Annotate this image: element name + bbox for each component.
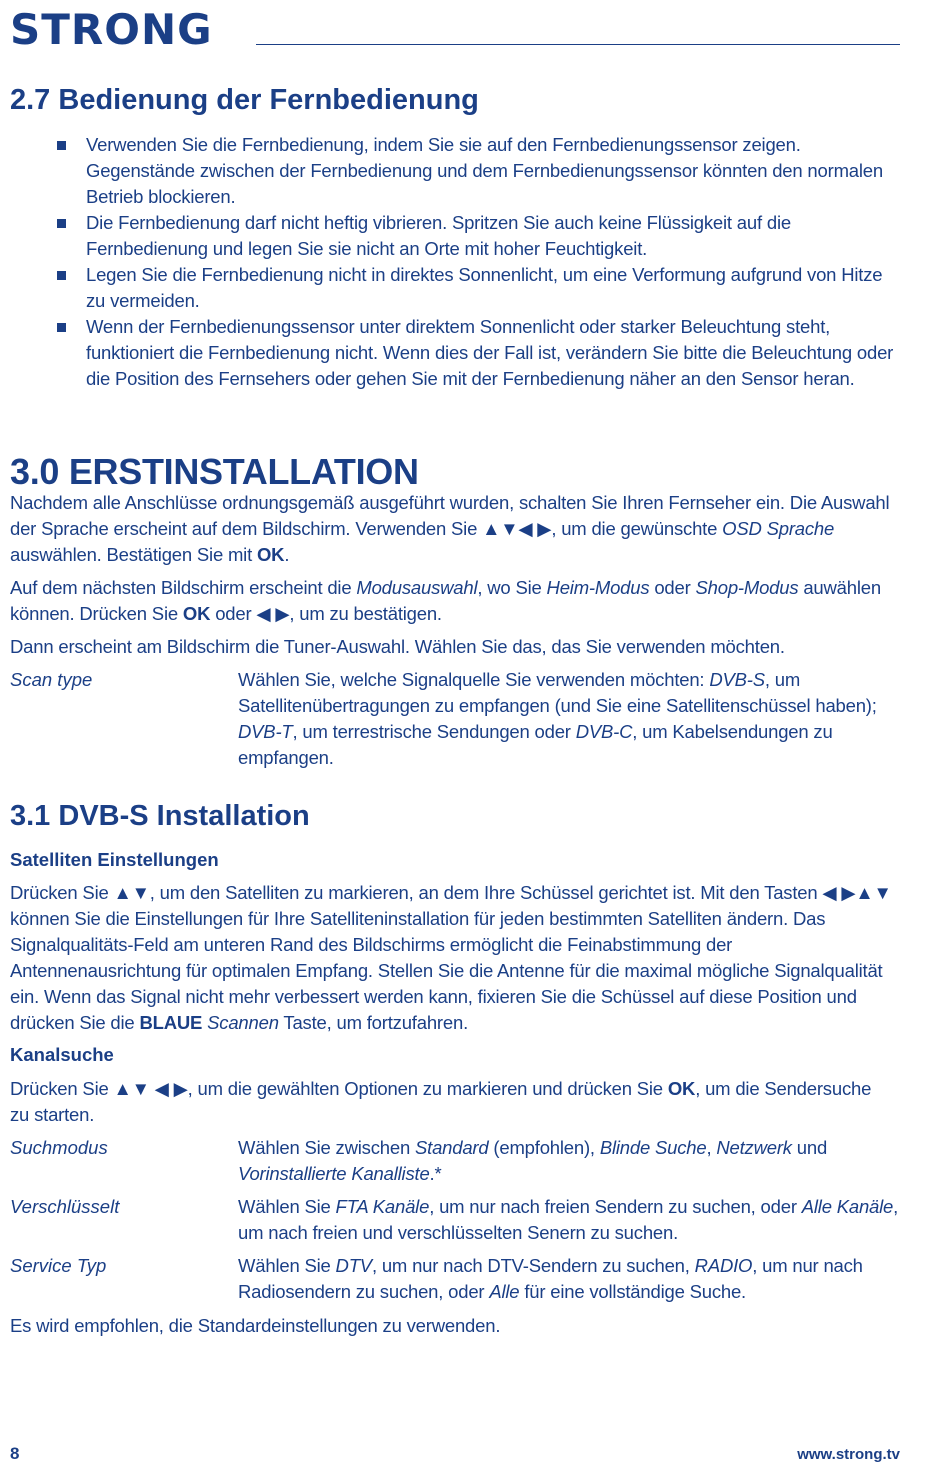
section-title-3-0: 3.0 ERSTINSTALLATION [10, 451, 419, 492]
page-number: 8 [10, 1444, 20, 1463]
arrow-keys-icon: ◀ ▶▲▼ [822, 882, 892, 903]
subheading-channel-search: Kanalsuche [10, 1044, 114, 1065]
square-bullet-icon [57, 141, 66, 150]
term-description: Wählen Sie FTA Kanäle, um nur nach freien Sendern zu suchen, oder Alle Kanäle, um nach freien und verschlüsselten Senern zu suchen. [238, 1196, 899, 1243]
arrow-keys-icon: ◀ ▶ [256, 603, 290, 624]
paragraph-recommendation: Es wird empfohlen, die Standardeinstellungen zu verwenden. [10, 1315, 501, 1336]
paragraph-language: Nachdem alle Anschlüsse ordnungsgemäß ausgeführt wurden, schalten Sie Ihren Fernseher ein. Die Auswahl der Sprache erscheint auf dem Bildschirm. Verwenden Sie ▲▼◀ ▶, um die gewünschte OSD Sprache auswählen. Bestätigen Sie mit OK. [10, 492, 890, 565]
subheading-satellite: Satelliten Einstellungen [10, 849, 219, 870]
square-bullet-icon [57, 323, 66, 332]
paragraph-channel-search: Drücken Sie ▲▼ ◀ ▶, um die gewählten Optionen zu markieren und drücken Sie OK, um die Sendersuche zu starten. [10, 1078, 872, 1125]
list-item: Wenn der Fernbedienungssensor unter direktem Sonnenlicht oder starker Beleuchtung steht, funktioniert die Fernbedienung nicht. Wenn dies der Fall ist, verändern Sie bitte die Beleuchtung oder die Position des Fernsehers oder gehen Sie mit der Fernbedienung näher an den Sensor heran. [10, 314, 900, 392]
definition-scan-type [10, 667, 900, 771]
remote-usage-list [10, 132, 900, 392]
term-label: Scan type [10, 669, 93, 690]
square-bullet-icon [57, 219, 66, 228]
paragraph-tuner: Dann erscheint am Bildschirm die Tuner-Auswahl. Wählen Sie das, das Sie verwenden möchten. [10, 636, 785, 657]
arrow-keys-icon: ▲▼ [113, 882, 150, 903]
definition-verschluesselt [10, 1194, 900, 1246]
header-divider [256, 44, 900, 45]
list-item: Die Fernbedienung darf nicht heftig vibrieren. Spritzen Sie auch keine Flüssigkeit auf die Fernbedienung und legen Sie sie nicht an Orte mit hoher Feuchtigkeit. [10, 210, 900, 262]
term-description: Wählen Sie, welche Signalquelle Sie verwenden möchten: DVB-S, um Satellitenübertragungen zu empfangen (und Sie eine Satellitenschüssel haben); DVB-T, um terrestrische Sendungen oder DVB-C, um Kabelsendungen zu empfangen. [238, 669, 877, 768]
definition-suchmodus [10, 1135, 900, 1187]
list-item: Legen Sie die Fernbedienung nicht in direktes Sonnenlicht, um eine Verformung aufgrund von Hitze zu vermeiden. [10, 262, 900, 314]
section-title-3-1: 3.1 DVB-S Installation [10, 800, 310, 832]
term-description: Wählen Sie DTV, um nur nach DTV-Sendern zu suchen, RADIO, um nur nach Radiosendern zu suchen, oder Alle für eine vollständige Suche. [238, 1255, 863, 1302]
term-label: Service Typ [10, 1255, 107, 1276]
arrow-keys-icon: ▲▼◀ ▶ [482, 518, 552, 539]
paragraph-mode: Auf dem nächsten Bildschirm erscheint die Modusauswahl, wo Sie Heim-Modus oder Shop-Modus auwählen können. Drücken Sie OK oder ◀ ▶, um zu bestätigen. [10, 577, 881, 624]
arrow-keys-icon: ▲▼ ◀ ▶ [113, 1078, 188, 1099]
term-description: Wählen Sie zwischen Standard (empfohlen), Blinde Suche, Netzwerk und Vorinstallierte Kanalliste.* [238, 1137, 828, 1184]
paragraph-satellite: Drücken Sie ▲▼, um den Satelliten zu markieren, an dem Ihre Schüssel gerichtet ist. Mit den Tasten ◀ ▶▲▼ können Sie die Einstellungen für Ihre Satelliteninstallation für jeden bestimmten Satelliten ändern. Das Signalqualitäts-Feld am unteren Rand des Bildschirms ermöglicht die Feinabstimmung der Antennenausrichtung für optimalen Empfang. Stellen Sie die Antenne für die maximal mögliche Signalqualität ein. Wenn das Signal nicht mehr verbessert werden kann, fixieren Sie die Schüssel auf diese Position und drücken Sie die BLAUE Scannen Taste, um fortzufahren. [10, 882, 892, 1033]
term-label: Verschlüsselt [10, 1196, 120, 1217]
term-label: Suchmodus [10, 1137, 108, 1158]
square-bullet-icon [57, 271, 66, 280]
strong-logo: STRONG [10, 5, 213, 54]
definition-service-typ [10, 1253, 900, 1305]
section-title-2-7: 2.7 Bedienung der Fernbedienung [10, 84, 479, 116]
website-url: www.strong.tv [797, 1446, 900, 1463]
list-item: Verwenden Sie die Fernbedienung, indem Sie sie auf den Fernbedienungssensor zeigen. Gegenstände zwischen der Fernbedienung und dem Fernbedienungssensor könnten den normalen Betrieb blockieren. [10, 132, 900, 210]
